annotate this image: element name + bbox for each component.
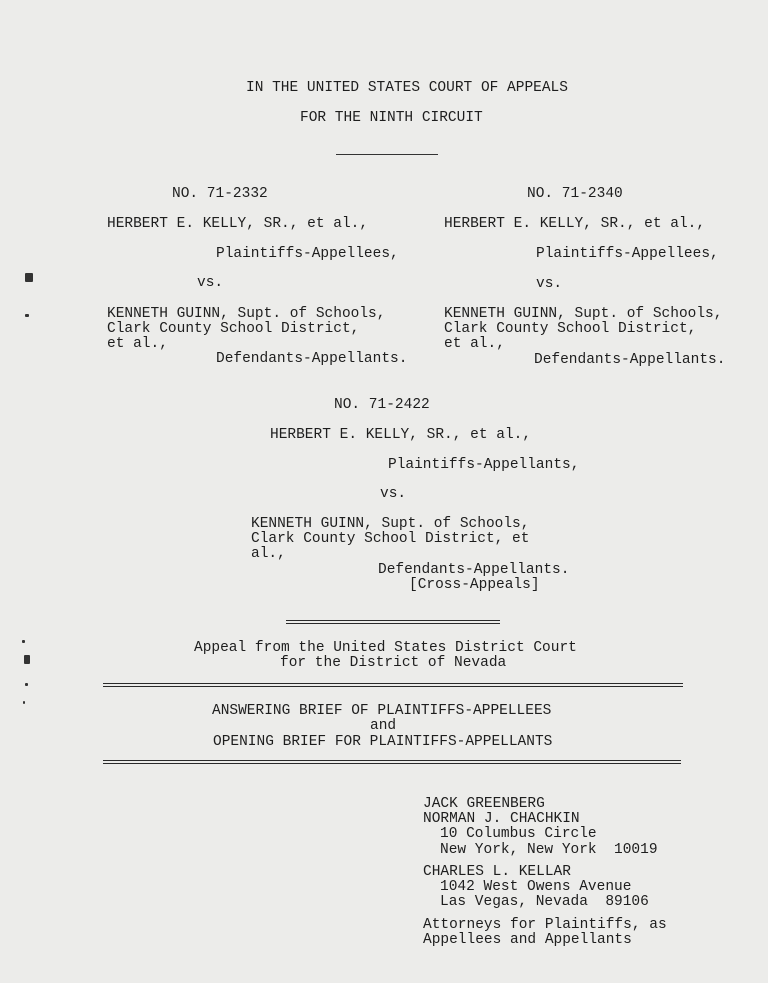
plaintiff-role-center: Plaintiffs-Appellants,	[388, 457, 580, 473]
defendant-center-line3: al.,	[251, 546, 286, 562]
defendant-right-line2: Clark County School District,	[444, 321, 697, 337]
versus-center: vs.	[380, 486, 407, 502]
counsel-role-line2: Appellees and Appellants	[423, 932, 632, 948]
defendant-right-line3: et al.,	[444, 336, 505, 352]
court-name: IN THE UNITED STATES COURT OF APPEALS	[246, 80, 568, 96]
counsel-role-line1: Attorneys for Plaintiffs, as	[423, 917, 667, 933]
defendant-right-line1: KENNETH GUINN, Supt. of Schools,	[444, 306, 723, 322]
scan-artifact	[23, 701, 25, 704]
appeal-from-line1: Appeal from the United States District Court	[194, 640, 577, 656]
brief-title-line3: OPENING BRIEF FOR PLAINTIFFS-APPELLANTS	[213, 734, 553, 750]
versus-right: vs.	[536, 276, 563, 292]
case-number-right: NO. 71-2340	[527, 186, 623, 202]
double-rule-upper	[103, 683, 683, 687]
scan-artifact	[24, 655, 30, 664]
brief-title-line1: ANSWERING BRIEF OF PLAINTIFFS-APPELLEES	[212, 703, 552, 719]
brief-title-line2: and	[370, 718, 397, 734]
defendant-left-line2: Clark County School District,	[107, 321, 360, 337]
scan-artifact	[25, 683, 28, 686]
defendant-left-line3: et al.,	[107, 336, 168, 352]
plaintiff-role-right: Plaintiffs-Appellees,	[536, 246, 719, 262]
plaintiff-right: HERBERT E. KELLY, SR., et al.,	[444, 216, 706, 232]
appeal-from-line2: for the District of Nevada	[280, 655, 507, 671]
defendant-role-left: Defendants-Appellants.	[216, 351, 408, 367]
plaintiff-role-left: Plaintiffs-Appellees,	[216, 246, 399, 262]
double-rule-lower	[103, 760, 681, 764]
counsel-address-1-line1: 10 Columbus Circle	[440, 826, 597, 842]
scan-artifact	[22, 640, 25, 643]
circuit-name: FOR THE NINTH CIRCUIT	[300, 110, 483, 126]
scan-artifact	[25, 273, 33, 282]
plaintiff-center: HERBERT E. KELLY, SR., et al.,	[270, 427, 532, 443]
heading-rule	[336, 154, 438, 155]
counsel-address-2-line1: 1042 West Owens Avenue	[440, 879, 632, 895]
cross-appeals-note: [Cross-Appeals]	[409, 577, 540, 593]
defendant-role-center: Defendants-Appellants.	[378, 562, 570, 578]
versus-left: vs.	[197, 275, 224, 291]
case-number-left: NO. 71-2332	[172, 186, 268, 202]
defendant-center-line1: KENNETH GUINN, Supt. of Schools,	[251, 516, 530, 532]
plaintiff-left: HERBERT E. KELLY, SR., et al.,	[107, 216, 369, 232]
counsel-name-1: JACK GREENBERG	[423, 796, 545, 812]
counsel-name-3: CHARLES L. KELLAR	[423, 864, 571, 880]
counsel-address-1-line2: New York, New York 10019	[440, 842, 658, 858]
defendant-center-line2: Clark County School District, et	[251, 531, 530, 547]
double-rule-short	[286, 620, 500, 624]
counsel-address-2-line2: Las Vegas, Nevada 89106	[440, 894, 649, 910]
case-number-center: NO. 71-2422	[334, 397, 430, 413]
defendant-role-right: Defendants-Appellants.	[534, 352, 726, 368]
counsel-name-2: NORMAN J. CHACHKIN	[423, 811, 580, 827]
scan-artifact	[25, 314, 29, 317]
defendant-left-line1: KENNETH GUINN, Supt. of Schools,	[107, 306, 386, 322]
